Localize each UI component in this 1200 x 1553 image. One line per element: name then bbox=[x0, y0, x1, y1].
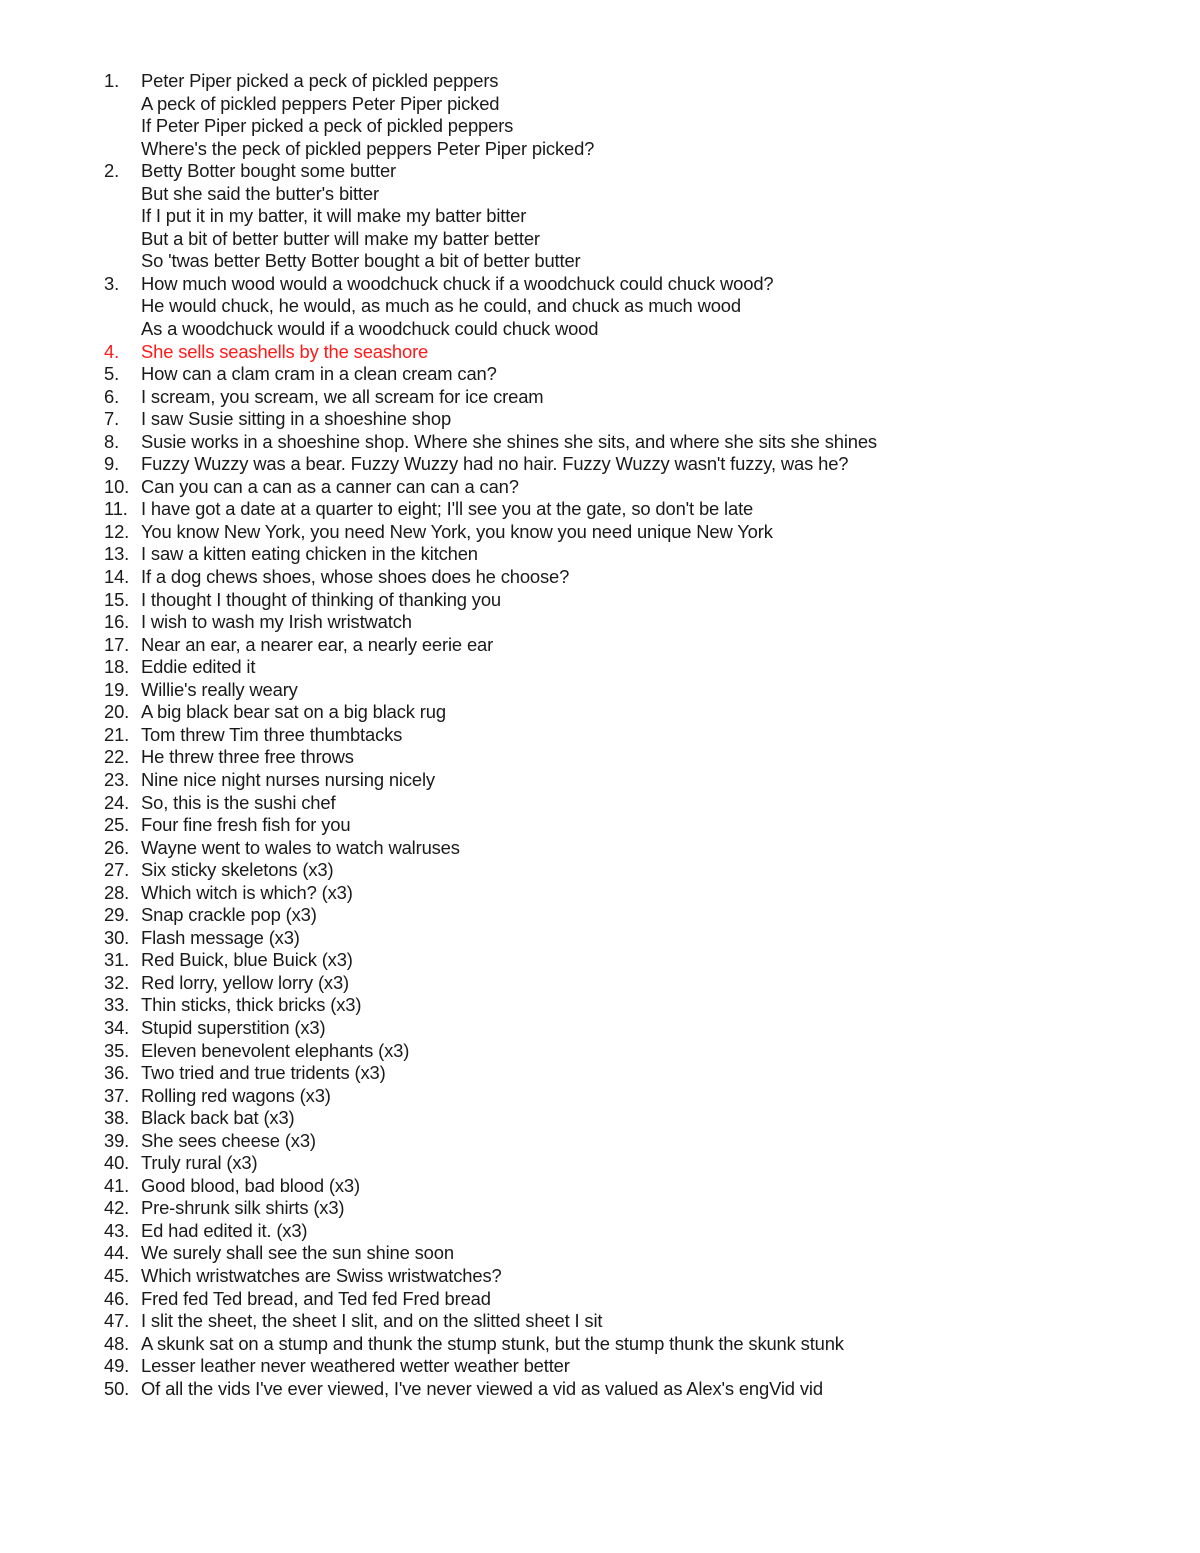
item-line: Red lorry, yellow lorry (x3) bbox=[141, 971, 350, 993]
item-text bbox=[141, 679, 298, 702]
list-item bbox=[104, 656, 1164, 679]
item-text bbox=[141, 611, 412, 634]
item-number: 18. bbox=[104, 656, 130, 678]
list-item bbox=[104, 927, 1164, 950]
item-text bbox=[141, 589, 501, 612]
item-number: 34. bbox=[104, 1016, 130, 1038]
list-item bbox=[104, 769, 1164, 792]
list-item bbox=[104, 994, 1164, 1017]
item-line: She sells seashells by the seashore bbox=[141, 340, 429, 362]
item-text bbox=[141, 1355, 570, 1378]
item-number: 41. bbox=[104, 1174, 130, 1196]
list-item bbox=[104, 1085, 1164, 1108]
item-line: Of all the vids I've ever viewed, I've never viewed a vid as valued as Alex's engVid vid bbox=[141, 1377, 823, 1399]
item-number: 37. bbox=[104, 1084, 130, 1106]
item-text bbox=[141, 1152, 257, 1175]
list-item bbox=[104, 160, 1164, 273]
item-line: Rolling red wagons (x3) bbox=[141, 1084, 331, 1106]
item-number: 3. bbox=[104, 272, 120, 294]
item-number: 30. bbox=[104, 926, 130, 948]
item-line: I have got a date at a quarter to eight; I'll see you at the gate, so don't be late bbox=[141, 498, 754, 520]
list-item bbox=[104, 1310, 1164, 1333]
item-number: 25. bbox=[104, 814, 130, 836]
item-line: Two tried and true tridents (x3) bbox=[141, 1062, 386, 1084]
item-text bbox=[141, 1085, 331, 1108]
item-line: So 'twas better Betty Botter bought a bit of better butter bbox=[141, 250, 581, 272]
item-line: He threw three free throws bbox=[141, 746, 354, 768]
item-line: Near an ear, a nearer ear, a nearly eerie ear bbox=[141, 633, 494, 655]
item-line: Eddie edited it bbox=[141, 656, 256, 678]
item-number: 31. bbox=[104, 949, 130, 971]
item-number: 39. bbox=[104, 1129, 130, 1151]
list-item bbox=[104, 1197, 1164, 1220]
item-line: Fred fed Ted bread, and Ted fed Fred bread bbox=[141, 1287, 491, 1309]
list-item bbox=[104, 1107, 1164, 1130]
item-line: Four fine fresh fish for you bbox=[141, 814, 351, 836]
item-text bbox=[141, 543, 478, 566]
list-item bbox=[104, 1040, 1164, 1063]
item-text bbox=[141, 1107, 295, 1130]
item-text bbox=[141, 1333, 844, 1356]
item-number: 5. bbox=[104, 363, 120, 385]
item-number: 19. bbox=[104, 678, 130, 700]
list-item-highlighted bbox=[104, 341, 1164, 364]
item-line: I saw Susie sitting in a shoeshine shop bbox=[141, 408, 452, 430]
item-number: 9. bbox=[104, 453, 120, 475]
item-number: 16. bbox=[104, 611, 130, 633]
item-line: As a woodchuck would if a woodchuck could chuck wood bbox=[141, 318, 599, 340]
item-text bbox=[141, 701, 446, 724]
list-item bbox=[104, 724, 1164, 747]
item-number: 17. bbox=[104, 633, 130, 655]
list-item bbox=[104, 792, 1164, 815]
list-item bbox=[104, 1062, 1164, 1085]
item-number: 15. bbox=[104, 588, 130, 610]
item-number: 22. bbox=[104, 746, 130, 768]
item-text bbox=[141, 1288, 491, 1311]
list-item bbox=[104, 589, 1164, 612]
item-line: Red Buick, blue Buick (x3) bbox=[141, 949, 353, 971]
item-line: How can a clam cram in a clean cream can? bbox=[141, 363, 497, 385]
item-line: A big black bear sat on a big black rug bbox=[141, 701, 446, 723]
list-item bbox=[104, 1130, 1164, 1153]
item-text bbox=[141, 927, 300, 950]
item-text bbox=[141, 1220, 307, 1243]
item-text bbox=[141, 882, 353, 905]
item-text bbox=[141, 476, 519, 499]
item-number: 45. bbox=[104, 1264, 130, 1286]
item-line: Wayne went to wales to watch walruses bbox=[141, 836, 460, 858]
list-item bbox=[104, 431, 1164, 454]
item-number: 40. bbox=[104, 1152, 130, 1174]
list-item bbox=[104, 1175, 1164, 1198]
item-number: 47. bbox=[104, 1310, 130, 1332]
item-line: Stupid superstition (x3) bbox=[141, 1016, 326, 1038]
item-text bbox=[141, 566, 569, 589]
item-line: I wish to wash my Irish wristwatch bbox=[141, 611, 412, 633]
item-number: 46. bbox=[104, 1287, 130, 1309]
item-number: 50. bbox=[104, 1377, 130, 1399]
item-text bbox=[141, 634, 493, 657]
item-text bbox=[141, 363, 497, 386]
item-line: He would chuck, he would, as much as he could, and chuck as much wood bbox=[141, 295, 741, 317]
item-text bbox=[141, 160, 581, 273]
list-item bbox=[104, 1220, 1164, 1243]
item-text bbox=[141, 972, 349, 995]
item-number: 32. bbox=[104, 971, 130, 993]
item-number: 11. bbox=[104, 498, 128, 520]
item-number: 42. bbox=[104, 1197, 130, 1219]
item-number: 10. bbox=[104, 475, 130, 497]
list-item bbox=[104, 408, 1164, 431]
item-text bbox=[141, 1062, 386, 1085]
list-item bbox=[104, 521, 1164, 544]
item-text bbox=[141, 453, 848, 476]
item-line: Thin sticks, thick bricks (x3) bbox=[141, 994, 362, 1016]
item-line: Betty Botter bought some butter bbox=[141, 160, 397, 182]
item-number: 23. bbox=[104, 768, 130, 790]
item-text bbox=[141, 1017, 325, 1040]
item-number: 33. bbox=[104, 994, 130, 1016]
item-line: You know New York, you need New York, you know you need unique New York bbox=[141, 520, 773, 542]
item-number: 4. bbox=[104, 340, 120, 362]
item-text bbox=[141, 724, 402, 747]
item-line: Good blood, bad blood (x3) bbox=[141, 1174, 360, 1196]
item-number: 27. bbox=[104, 859, 130, 881]
item-text bbox=[141, 1265, 502, 1288]
item-line: If I put it in my batter, it will make my batter bitter bbox=[141, 205, 527, 227]
item-line: If a dog chews shoes, whose shoes does he choose? bbox=[141, 566, 570, 588]
item-line: Lesser leather never weathered wetter weather better bbox=[141, 1355, 570, 1377]
item-number: 20. bbox=[104, 701, 130, 723]
item-line: Eleven benevolent elephants (x3) bbox=[141, 1039, 410, 1061]
item-number: 36. bbox=[104, 1062, 130, 1084]
item-line: Tom threw Tim three thumbtacks bbox=[141, 723, 403, 745]
item-line: Peter Piper picked a peck of pickled peppers bbox=[141, 70, 499, 91]
item-line: I slit the sheet, the sheet I slit, and on the slitted sheet I sit bbox=[141, 1310, 603, 1332]
item-line: A peck of pickled peppers Peter Piper picked bbox=[141, 92, 500, 114]
item-text bbox=[141, 341, 428, 364]
item-number: 7. bbox=[104, 408, 120, 430]
item-number: 2. bbox=[104, 160, 120, 182]
item-number: 13. bbox=[104, 543, 130, 565]
item-line: Fuzzy Wuzzy was a bear. Fuzzy Wuzzy had no hair. Fuzzy Wuzzy wasn't fuzzy, was he? bbox=[141, 453, 849, 475]
item-number: 28. bbox=[104, 881, 130, 903]
item-line: We surely shall see the sun shine soon bbox=[141, 1242, 454, 1264]
list-item bbox=[104, 1152, 1164, 1175]
item-line: Six sticky skeletons (x3) bbox=[141, 859, 334, 881]
item-text bbox=[141, 70, 594, 160]
item-number: 49. bbox=[104, 1355, 130, 1377]
item-text bbox=[141, 498, 753, 521]
item-line: Willie's really weary bbox=[141, 678, 298, 700]
list-item bbox=[104, 543, 1164, 566]
item-number: 12. bbox=[104, 520, 130, 542]
item-text bbox=[141, 1130, 316, 1153]
list-item bbox=[104, 1242, 1164, 1265]
item-text bbox=[141, 1242, 454, 1265]
item-line: So, this is the sushi chef bbox=[141, 791, 336, 813]
item-number: 29. bbox=[104, 904, 130, 926]
item-number: 48. bbox=[104, 1332, 130, 1354]
list-item bbox=[104, 746, 1164, 769]
item-number: 14. bbox=[104, 566, 130, 588]
item-line: If Peter Piper picked a peck of pickled peppers bbox=[141, 115, 514, 137]
list-item bbox=[104, 904, 1164, 927]
item-line: Snap crackle pop (x3) bbox=[141, 904, 317, 926]
item-line: I saw a kitten eating chicken in the kitchen bbox=[141, 543, 478, 565]
item-line: Truly rural (x3) bbox=[141, 1152, 258, 1174]
item-line: But a bit of better butter will make my batter better bbox=[141, 227, 540, 249]
item-line: How much wood would a woodchuck chuck if a woodchuck could chuck wood? bbox=[141, 272, 774, 294]
list-item bbox=[104, 679, 1164, 702]
list-item bbox=[104, 566, 1164, 589]
list-item bbox=[104, 882, 1164, 905]
list-item bbox=[104, 701, 1164, 724]
list-item bbox=[104, 949, 1164, 972]
item-line: Susie works in a shoeshine shop. Where she shines she sits, and where she sits she shines bbox=[141, 430, 877, 452]
item-text bbox=[141, 746, 354, 769]
item-number: 24. bbox=[104, 791, 130, 813]
list-item bbox=[104, 476, 1164, 499]
item-line: Flash message (x3) bbox=[141, 926, 300, 948]
item-line: Pre-shrunk silk shirts (x3) bbox=[141, 1197, 345, 1219]
list-item bbox=[104, 814, 1164, 837]
item-line: Which wristwatches are Swiss wristwatches? bbox=[141, 1264, 502, 1286]
item-number: 6. bbox=[104, 385, 120, 407]
item-text bbox=[141, 994, 361, 1017]
list-item bbox=[104, 611, 1164, 634]
item-text bbox=[141, 769, 435, 792]
item-text bbox=[141, 431, 877, 454]
item-line: She sees cheese (x3) bbox=[141, 1129, 316, 1151]
list-item bbox=[104, 972, 1164, 995]
item-line: Black back bat (x3) bbox=[141, 1107, 295, 1129]
item-number: 38. bbox=[104, 1107, 130, 1129]
list-item bbox=[104, 1355, 1164, 1378]
item-number: 35. bbox=[104, 1039, 130, 1061]
list-item bbox=[104, 498, 1164, 521]
list-item bbox=[104, 1378, 1164, 1401]
list-item bbox=[104, 363, 1164, 386]
item-text bbox=[141, 1175, 360, 1198]
tongue-twister-list bbox=[104, 70, 1164, 1400]
item-line: Ed had edited it. (x3) bbox=[141, 1219, 308, 1241]
item-text bbox=[141, 1378, 823, 1401]
item-number: 21. bbox=[104, 723, 130, 745]
list-item bbox=[104, 273, 1164, 341]
item-number: 1. bbox=[104, 70, 120, 91]
list-item bbox=[104, 1333, 1164, 1356]
item-number: 44. bbox=[104, 1242, 130, 1264]
list-item bbox=[104, 837, 1164, 860]
list-item bbox=[104, 859, 1164, 882]
item-text bbox=[141, 1040, 409, 1063]
list-item bbox=[104, 1288, 1164, 1311]
item-text bbox=[141, 859, 333, 882]
item-text bbox=[141, 904, 317, 927]
item-line: Nine nice night nurses nursing nicely bbox=[141, 768, 435, 790]
item-text bbox=[141, 656, 255, 679]
item-text bbox=[141, 837, 460, 860]
item-text bbox=[141, 1197, 344, 1220]
item-line: Where's the peck of pickled peppers Peter Piper picked? bbox=[141, 137, 595, 159]
item-number: 26. bbox=[104, 836, 130, 858]
item-text bbox=[141, 814, 350, 837]
list-item bbox=[104, 70, 1164, 160]
item-number: 43. bbox=[104, 1219, 130, 1241]
list-item bbox=[104, 1265, 1164, 1288]
item-line: Can you can a can as a canner can can a can? bbox=[141, 475, 519, 497]
item-line: Which witch is which? (x3) bbox=[141, 881, 353, 903]
item-text bbox=[141, 386, 543, 409]
item-text bbox=[141, 949, 353, 972]
item-line: I scream, you scream, we all scream for ice cream bbox=[141, 385, 544, 407]
list-item bbox=[104, 386, 1164, 409]
list-item bbox=[104, 453, 1164, 476]
item-line: But she said the butter's bitter bbox=[141, 182, 379, 204]
item-text bbox=[141, 408, 451, 431]
item-line: I thought I thought of thinking of thanking you bbox=[141, 588, 502, 610]
item-number: 8. bbox=[104, 430, 120, 452]
list-item bbox=[104, 1017, 1164, 1040]
list-item bbox=[104, 634, 1164, 657]
item-text bbox=[141, 521, 773, 544]
item-text bbox=[141, 1310, 602, 1333]
item-text bbox=[141, 792, 335, 815]
item-text bbox=[141, 273, 774, 341]
item-line: A skunk sat on a stump and thunk the stump stunk, but the stump thunk the skunk stunk bbox=[141, 1332, 844, 1354]
